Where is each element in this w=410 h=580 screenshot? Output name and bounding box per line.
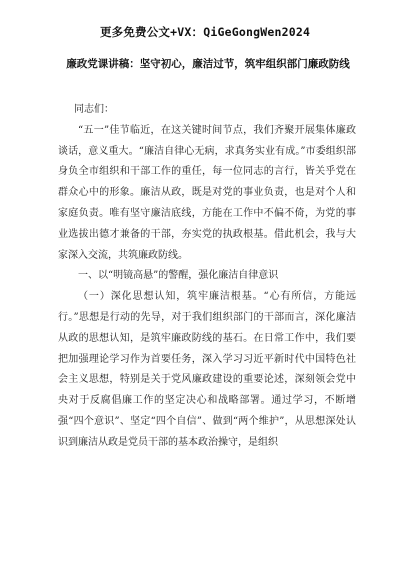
document-title: 廉政党课讲稿：坚守初心，廉洁过节，筑牢组织部门廉政防线 (66, 58, 350, 70)
promo-header: 更多免费公文+VX：QiGeGongWen2024 (99, 25, 311, 39)
document-body (58, 100, 356, 454)
paragraph-intro: “五一”佳节临近，在这关键时间节点，我们齐聚开展集体廉政谈话，意义重大。“廉洁自律心无病，求真务实业有成。”市委组织部身负全市组织和干部工作的重任，每一位同志的言行，皆关乎党在群众心中的形象。廉洁从政，既是对党的事业负责，也是对个人和家庭负责。唯有坚守廉洁底线，方能在工作中不偏不倚，为党的事业选拔出德才兼备的干部，夯实党的执政根基。借此机会，我与大家深入交流，共筑廉政防线。 (58, 124, 356, 261)
greeting: 同志们： (74, 104, 114, 115)
section-heading-1: 一、以“明镜高悬”的警醒，强化廉洁自律意识 (78, 270, 279, 282)
paragraph-subsection-1: （一）深化思想认知，筑牢廉洁根基。“心有所信，方能远行。”思想是行动的先导，对于我们组织部门的干部而言，深化廉洁从政的思想认知，是筑牢廉政防线的基石。在日常工作中，我们要把加强理论学习作为首要任务，深入学习习近平新时代中国特色社会主义思想，特别是关于党风廉政建设的重要论述，深刻领会党中央对于反腐倡廉工作的坚定决心和战略部署。通过学习，不断增强“四个意识”、坚定“四个自信”、做到“两个维护”，从思想深处认识到廉洁从政是党员干部的基本政治操守，是组织 (58, 291, 356, 448)
